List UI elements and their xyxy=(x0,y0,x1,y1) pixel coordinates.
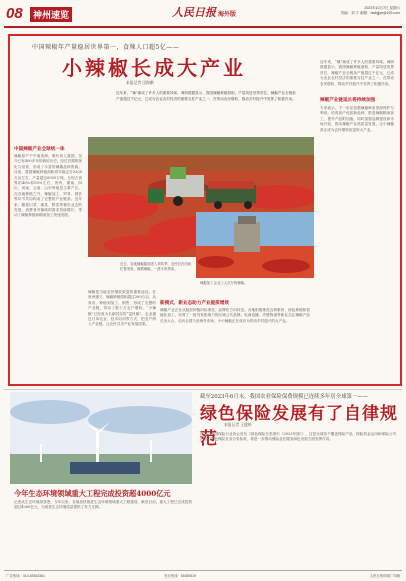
page-footer xyxy=(4,570,402,581)
bottom-left-headline: 今年生态环境领域重大工程完成投资超4000亿元 xyxy=(14,489,171,498)
col4-intro: 近年来，“辣”渐成了许多人的重要风味。调研数据显示，我国辣椒种植面积、产量均居世界首位，辣椒产业全链条产值超过千亿元，已成为农业农村经济的重要支柱产业之一，在带动农民增收、推动乡村振兴中发挥了积极作用。 xyxy=(320,60,394,86)
footer-mid: 发行热线：65369319 xyxy=(164,574,197,578)
masthead-rule xyxy=(4,26,402,28)
page-number: 08 xyxy=(6,5,23,22)
wind-turbine-photo xyxy=(10,392,192,484)
top-story-headline: 小辣椒长成大产业 xyxy=(62,56,246,80)
paper-name: 人民日报 xyxy=(172,6,216,19)
paper-logo xyxy=(172,4,236,20)
col1-text: 辣椒原产于中南美洲，明代传入我国，至今已有400多年的栽培历史。经过长期的演化与培育，形成了丰富的辣椒品种资源。目前，我国辣椒种植面积常年稳定在3200万亩左右，产量超过6000万吨，分别占世界的40%和50%左右，贵州、湖南、四川、河南、云南、山东等地是主要产区。在各地种植之外，辣椒加工、贸易、餐饮等环节共同构成了完整的产业链条。近年来，随着川菜、湘菜、黔菜等餐饮业态的发展，消费者对辣味的需求持续增长，带动了辣椒种植和精深加工快速发展。 xyxy=(14,154,82,218)
top-story-kicker: 中国辣椒年产量稳居世界第一，食辣人口超5亿—— xyxy=(32,44,180,51)
bottom-right-byline: 本报记者 王俊岭 xyxy=(224,423,252,427)
paper-edition: 海外版 xyxy=(218,11,237,18)
col2-text: 辣椒是当地农民增收致富的重要途径。在贵州遵义，辣椒种植面积超过200万亩，从育苗、种植到加工、销售，形成了完整的产业链，带动了数十万农户增收。“小辣椒”已经成为名副其实的“富民椒”。企业通过订单农业、技术培训等方式，把农户纳入产业链，让农民共享产业发展成果。 xyxy=(88,290,156,327)
photo-caption: 近日，各地辣椒陆续进入采收季，农民们在田间忙着采收、晾晒辣椒，一派丰收景象。 xyxy=(120,262,192,271)
col4-text: 专家表示，下一步应加强辣椒种质资源保护与利用，培育高产优质新品种，推进辣椒精深加工，提升产品附加值。同时加强品牌建设和市场开拓，推动辣椒产业高质量发展，让小辣椒真正成为农民增收致富的大产业。 xyxy=(320,106,394,132)
contact-line: 责编：刘 宁 邮箱：hwbjjjyb@163.com xyxy=(340,10,400,15)
col4-subhead: 辣椒产业链延长将持续加强 xyxy=(320,98,376,103)
footer-right: 人民日报印刷厂印刷 xyxy=(369,574,400,578)
col3-text: 辣椒产业正在从粗放种植向标准化、品牌化方向转变。各地积极推进良种繁育、绿色种植和智能化加工，培育了一批具有影响力的区域公共品牌。电商直播、冷链物流等新业态让辣椒产品走出大山、走向全国乃至海外市场，小小辣椒正在成长为带动乡村振兴的大产业。 xyxy=(160,308,310,323)
section-label: 神州速览 xyxy=(30,7,72,22)
photo2-caption: 辣椒加工企业工人在分拣辣椒。 xyxy=(200,281,248,285)
col3-subhead: 新模式、新业态助力产业提质增效 xyxy=(160,301,229,306)
masthead-info xyxy=(341,6,400,15)
date-line: 2023年10月7日 星期六 xyxy=(364,6,400,10)
bottom-right-kicker: 截至2023年6月末，我国农业保险保费规模已连续多年居全球第一—— xyxy=(200,394,369,400)
footer-left: 广告热线：010-65363361 xyxy=(6,574,45,578)
top-story-lede: 近年来，“辣”渐成了许多人的重要风味。调研数据显示，我国辣椒种植面积、产量均居世界首位，辣椒产业全链条产值超过千亿元，已成为农业农村经济的重要支柱产业之一，在带动农民增收、推动乡村振兴中发挥了积极作用。 xyxy=(116,91,296,101)
chili-sorting-photo xyxy=(196,212,314,278)
section-divider xyxy=(4,389,402,390)
top-story-byline: 本报记者 田海鹏 xyxy=(126,81,154,85)
col1-subhead: 中国辣椒产业全球统一体 xyxy=(14,147,65,152)
bottom-left-text: 记者从生态环境部获悉，今年以来，各地加快推进生态环境领域重大工程建设，截至目前，重大工程已完成投资超过4000亿元，为改善生态环境质量提供了有力支撑。 xyxy=(14,500,192,510)
bottom-right-headline: 绿色保险发展有了自律规范 xyxy=(200,404,398,449)
bottom-right-text: 近日，中国保险行业协会发布《绿色保险分类指引（2023年版）》，这是全球首个覆盖保险产品、保险资金运用和保险公司运营的绿色保险业务分类标准，将进一步推动保险业在服务绿色发展方面发挥作用。 xyxy=(200,432,396,442)
masthead xyxy=(4,2,402,24)
